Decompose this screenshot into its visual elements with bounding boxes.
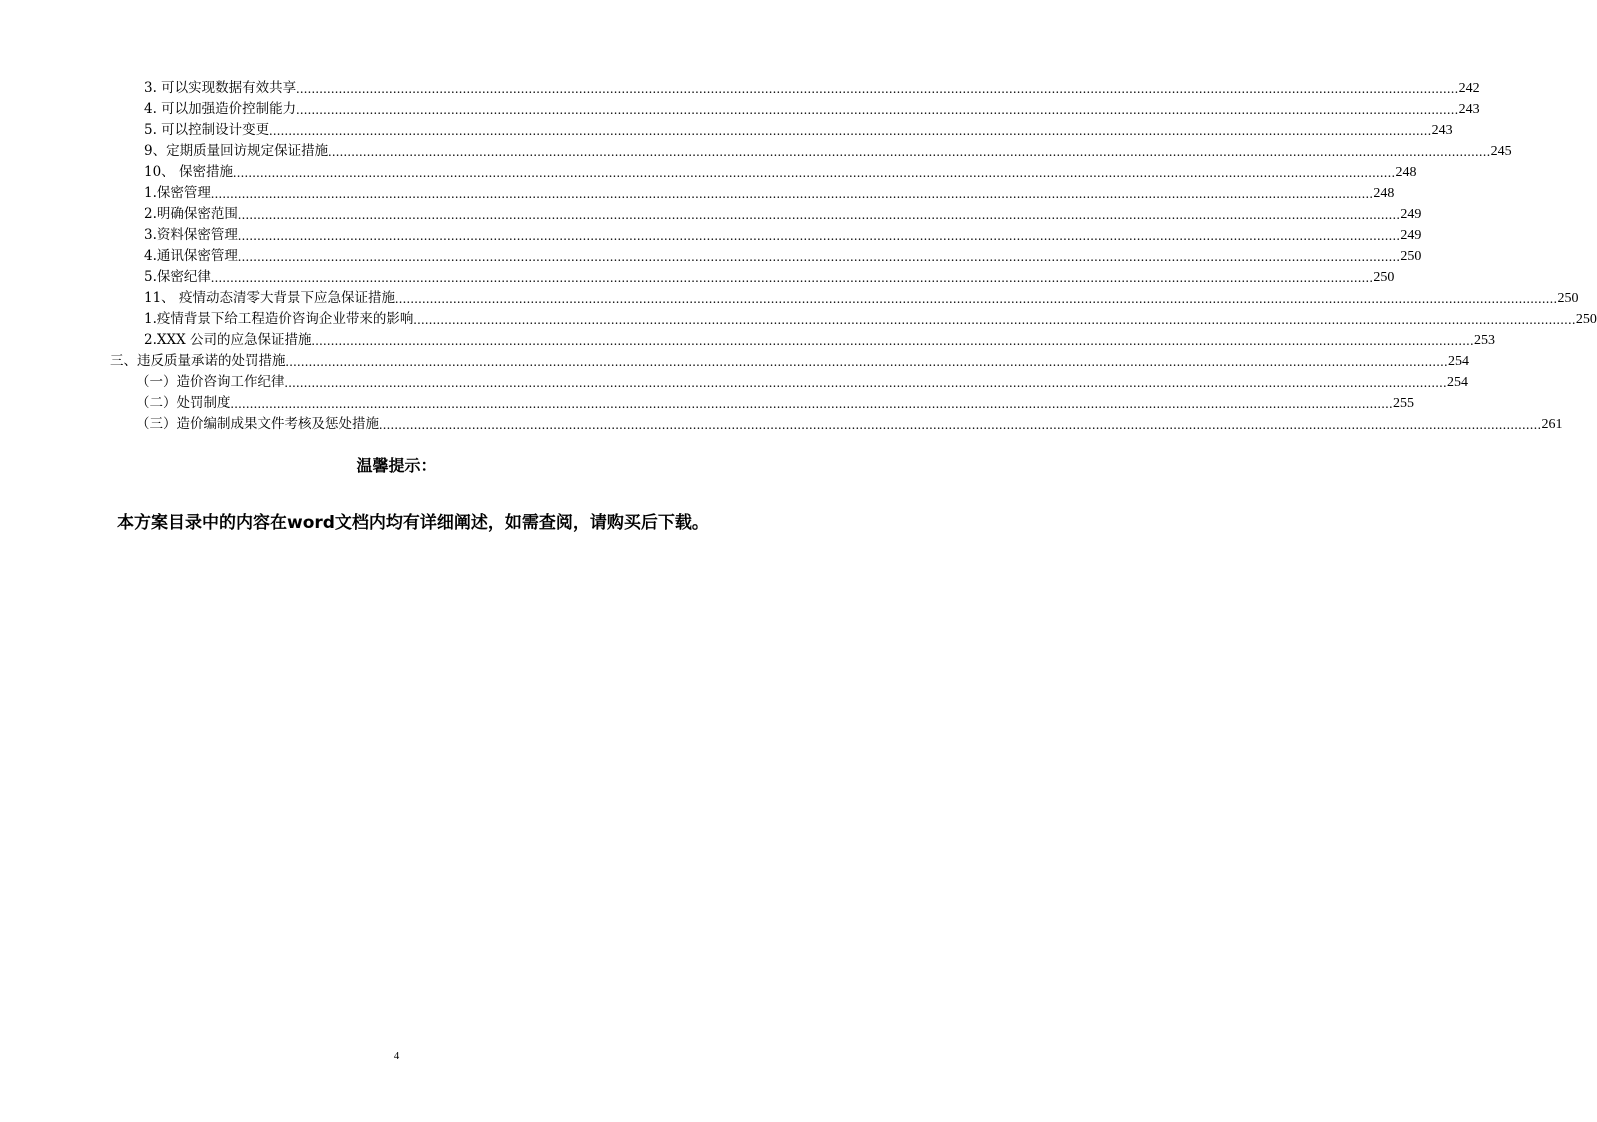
dot-leader: ............................................................................................................................................................................................................................................................................................................ xyxy=(284,375,1447,390)
toc-entry-page: 254 xyxy=(1447,375,1468,390)
toc-entry[interactable] xyxy=(144,225,1422,246)
tip-body: 本方案目录中的内容在word文档内均有详细阐述，如需查阅，请购买后下载。 xyxy=(117,513,709,533)
toc-entry-page: 254 xyxy=(1448,354,1469,369)
toc-entry-page: 248 xyxy=(1373,186,1395,201)
toc-entry-page: 243 xyxy=(1458,102,1480,117)
toc-entry[interactable] xyxy=(144,204,1422,225)
toc-entry-label: 4.通讯保密管理 xyxy=(144,248,238,264)
toc-entry[interactable] xyxy=(110,351,1469,372)
toc-entry[interactable] xyxy=(144,309,1597,330)
dot-leader: ............................................................................................................................................................................................................................................................................................................ xyxy=(210,270,1374,285)
toc-entry-page: 253 xyxy=(1474,333,1496,348)
toc-entry-page: 261 xyxy=(1541,417,1563,432)
toc-entry-label: 9、定期质量回访规定保证措施 xyxy=(144,143,329,159)
dot-leader: ............................................................................................................................................................................................................................................................................................................ xyxy=(232,165,1396,180)
toc-entry-label: （三）造价编制成果文件考核及惩处措施 xyxy=(136,416,379,432)
toc-entry-label: 10、 保密措施 xyxy=(144,164,233,180)
toc-entry-label: 2.XXX 公司的应急保证措施 xyxy=(144,332,312,348)
toc-entry-page: 250 xyxy=(1373,270,1395,285)
toc-entry-label: 1.保密管理 xyxy=(144,185,211,201)
toc-entry[interactable] xyxy=(144,99,1480,120)
toc-entry-page: 242 xyxy=(1458,81,1480,96)
dot-leader: ............................................................................................................................................................................................................................................................................................................ xyxy=(285,354,1448,369)
toc-entry-page: 249 xyxy=(1400,207,1422,222)
toc-entry[interactable] xyxy=(144,267,1395,288)
toc-entry[interactable] xyxy=(144,288,1579,309)
toc-entry-page: 243 xyxy=(1431,123,1453,138)
toc-entry[interactable] xyxy=(144,246,1422,267)
toc-entry-label: 3.资料保密管理 xyxy=(144,227,238,243)
toc-entry-page: 245 xyxy=(1490,144,1512,159)
dot-leader: ............................................................................................................................................................................................................................................................................................................ xyxy=(210,186,1374,201)
dot-leader: ............................................................................................................................................................................................................................................................................................................ xyxy=(379,417,1542,432)
toc-entry-page: 250 xyxy=(1575,312,1597,327)
dot-leader: ............................................................................................................................................................................................................................................................................................................ xyxy=(237,249,1401,264)
toc-entry-page: 255 xyxy=(1393,396,1414,411)
toc-entry-page: 248 xyxy=(1395,165,1417,180)
toc-entry[interactable] xyxy=(144,162,1417,183)
toc-entry-label: 4. 可以加强造价控制能力 xyxy=(144,101,297,117)
toc-entry[interactable] xyxy=(136,372,1468,393)
toc-entry[interactable] xyxy=(136,414,1563,435)
dot-leader: ............................................................................................................................................................................................................................................................................................................ xyxy=(237,228,1401,243)
toc-entry-page: 250 xyxy=(1557,291,1579,306)
toc-entry[interactable] xyxy=(144,183,1395,204)
toc-entry-label: （二）处罚制度 xyxy=(136,395,231,411)
toc-entry[interactable] xyxy=(144,141,1512,162)
toc-entry-label: 2.明确保密范围 xyxy=(144,206,238,222)
dot-leader: ............................................................................................................................................................................................................................................................................................................ xyxy=(413,312,1576,327)
dot-leader: ............................................................................................................................................................................................................................................................................................................ xyxy=(269,123,1432,138)
toc-entry-page: 249 xyxy=(1400,228,1422,243)
toc-entry[interactable] xyxy=(144,330,1496,351)
tip-title: 温馨提示： xyxy=(356,456,437,475)
toc-entry-label: 1.疫情背景下给工程造价咨询企业带来的影响 xyxy=(144,311,414,327)
toc-entry[interactable] xyxy=(144,78,1480,99)
toc-entry-label: 5.保密纪律 xyxy=(144,269,211,285)
toc-entry-label: 5. 可以控制设计变更 xyxy=(144,122,270,138)
page-number: 4 xyxy=(393,1050,400,1062)
dot-leader: ............................................................................................................................................................................................................................................................................................................ xyxy=(237,207,1401,222)
dot-leader: ............................................................................................................................................................................................................................................................................................................ xyxy=(296,81,1459,96)
toc-entry-label: 11、 疫情动态清零大背景下应急保证措施 xyxy=(144,290,395,306)
dot-leader: ............................................................................................................................................................................................................................................................................................................ xyxy=(296,102,1459,117)
toc-entry[interactable] xyxy=(136,393,1414,414)
toc-entry-page: 250 xyxy=(1400,249,1422,264)
toc-entry-label: 3. 可以实现数据有效共享 xyxy=(144,80,297,96)
toc-entry-label: 三、违反质量承诺的处罚措施 xyxy=(110,353,286,369)
dot-leader: ............................................................................................................................................................................................................................................................................................................ xyxy=(230,396,1393,411)
dot-leader: ............................................................................................................................................................................................................................................................................................................ xyxy=(394,291,1558,306)
dot-leader: ............................................................................................................................................................................................................................................................................................................ xyxy=(311,333,1475,348)
toc-entry[interactable] xyxy=(144,120,1453,141)
dot-leader: ............................................................................................................................................................................................................................................................................................................ xyxy=(328,144,1491,159)
toc-entry-label: （一）造价咨询工作纪律 xyxy=(136,374,285,390)
